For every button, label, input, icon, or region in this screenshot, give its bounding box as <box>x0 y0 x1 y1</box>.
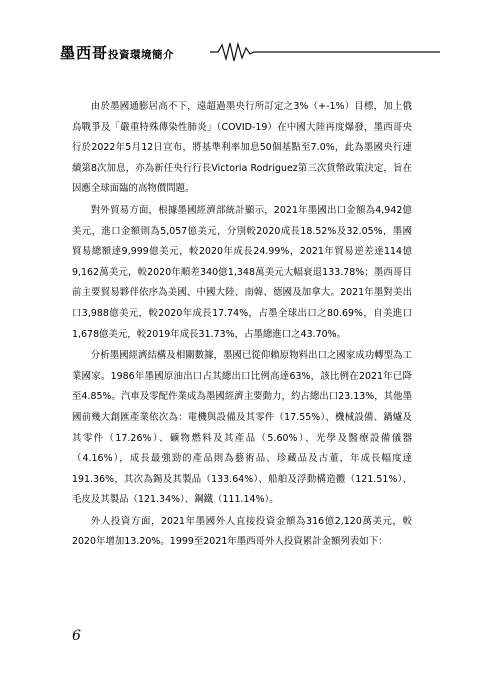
running-header <box>60 40 440 62</box>
heartbeat-line-icon <box>210 40 440 62</box>
paragraph-foreign-investment: 外人投資方面，2021年墨國外人直接投資金額為316億2,120萬美元，較2020年增加13.20%。1999至2021年墨西哥外人投資累計金額列表如下： <box>72 515 412 548</box>
page-number: 6 <box>72 628 81 644</box>
paragraph-monetary-policy: 由於墨國通膨居高不下，遠超過墨央行所訂定之3%（+-1%）目標，加上俄烏戰爭及「嚴重特殊傳染性肺炎」（COVID-19）在中國大陸再度爆發，墨西哥央行於2022年5月12日宣布，將基準利率加息50個基點至7.0%，此為墨國央行連續第8次加息，亦為新任央行行長Victoria Rodriguez第三次貨幣政策決定，旨在因應全球面臨的高物價問題。 <box>72 101 412 195</box>
body-text <box>72 97 412 553</box>
header-title-main: 墨西哥 <box>60 44 109 62</box>
header-title <box>60 42 174 63</box>
header-title-sub: 投資環境簡介 <box>108 49 175 61</box>
paragraph-economic-structure: 分析墨國經濟結構及相關數據，墨國已從仰賴原物料出口之國家成功轉型為工業國家。1986年墨國原油出口占其總出口比例高達63%，該比例在2021年已降至4.85%。汽車及零配件業成為墨國經濟主要動力，約占總出口23.13%，其他墨國前幾大創匯產業依次為：電機與設備及其零件（17.55%）、機械設備、鍋爐及其零件（17.26%）、礦物燃料及其產品（5.60%）、光學及醫療設備儀器（4.16%），成長最強勁的產品則為藝術品、珍藏品及古董，年成長幅度達191.36%，其次為錫及其製品（133.64%）、船舶及浮動構造體（121.51%）、毛皮及其製品（121.34%）、鋼鐵（111.14%）。 <box>72 350 412 506</box>
paragraph-foreign-trade: 對外貿易方面，根據墨國經濟部統計顯示，2021年墨國出口金額為4,942億美元，進口金額則為5,057億美元，分別較2020成長18.52%及32.05%，墨國貿易總額達9,999億美元，較2020年成長24.99%，2021年貿易逆差達114億9,162萬美元，較2020年順差340億1,348萬美元大幅衰退133.78%；墨西哥目前主要貿易夥伴依序為美國、中國大陸、南韓、德國及加拿大。2021年墨對美出口3,988億美元，較2020年成長17.74%，占墨全球出口之80.69%，自美進口1,678億美元，較2019年成長31.73%，占墨總進口之43.70%。 <box>72 204 412 340</box>
